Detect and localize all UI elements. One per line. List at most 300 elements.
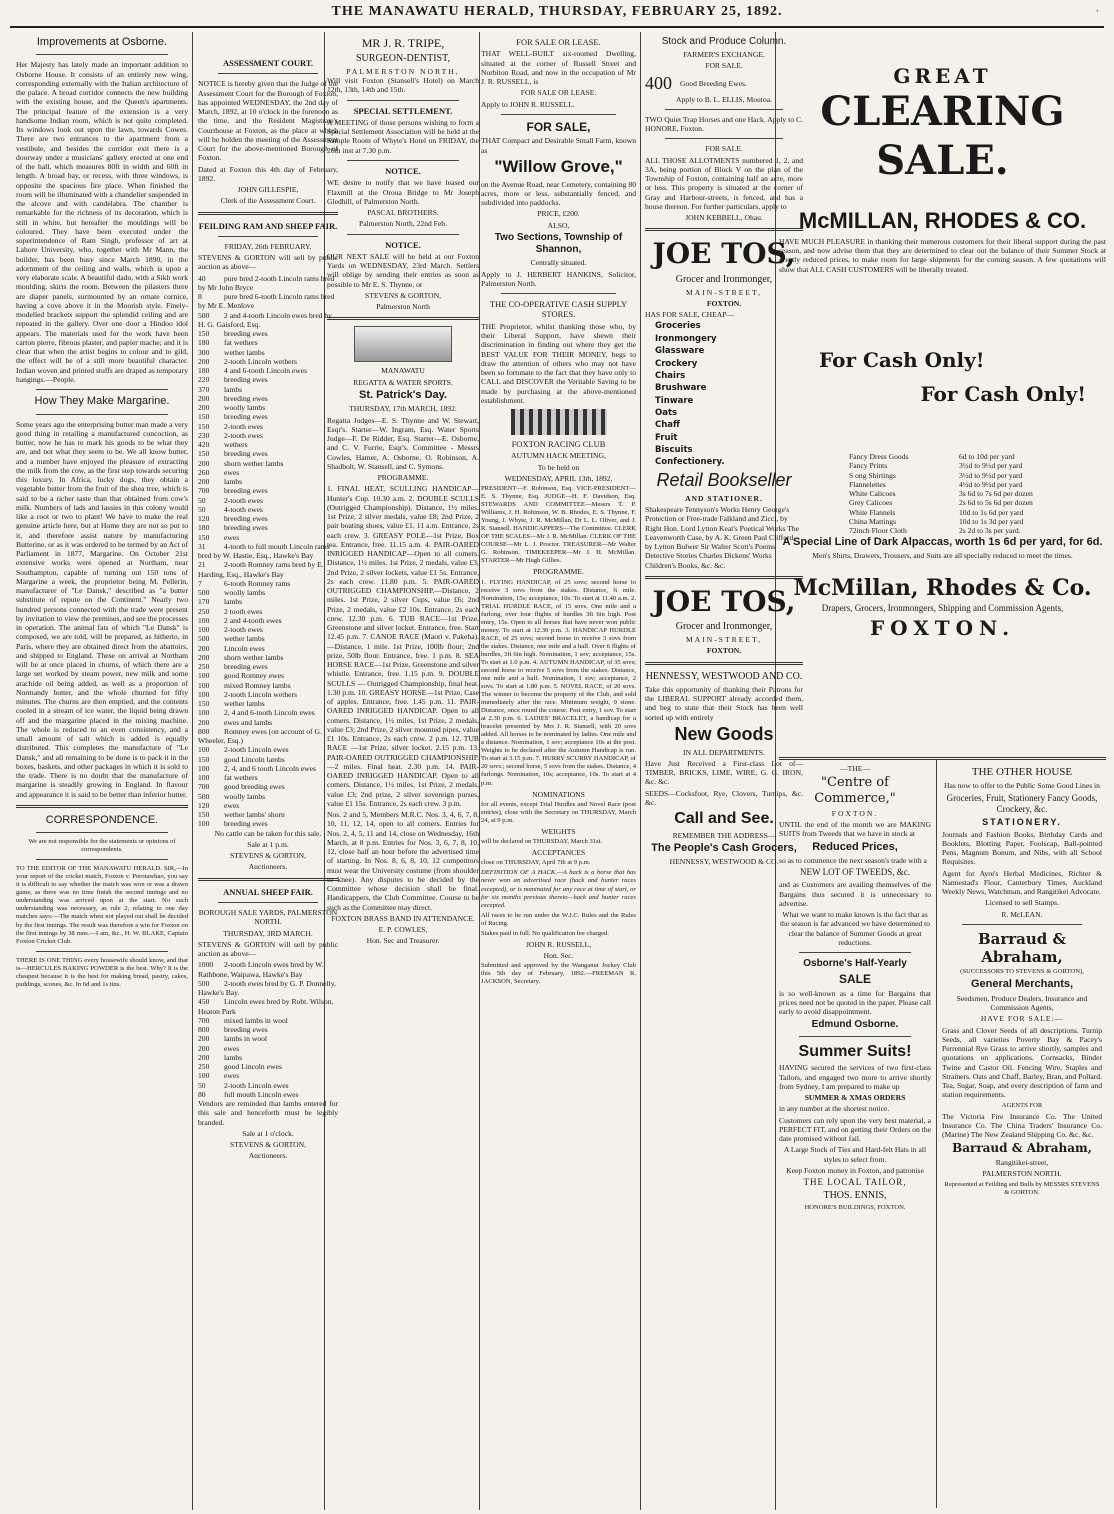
goods-item: Chairs (655, 370, 686, 381)
stock-row (198, 422, 338, 431)
joe-tos-town: FOXTON. (706, 298, 742, 308)
stock-desc: 2-tooth ewes (224, 495, 264, 505)
annual-fair-date: THURSDAY, 3RD MARCH. (223, 928, 313, 938)
goods-item: Fruit (655, 432, 678, 443)
hack-definition: DEFINITION OF A HACK.—A hack is a horse that has never won an advertised race (hack and hunter races excepted), or is nominated for any race at time of start, or for six months previous thereto—hack and hunter races excepted. (481, 869, 636, 909)
stock-desc: woolly lambs (224, 791, 266, 801)
stock-count: 200 (198, 458, 210, 468)
stock-produce-title: Stock and Produce Column. (661, 36, 787, 47)
stock-row (198, 801, 338, 810)
stock-count: 40 (198, 273, 206, 283)
stock-row (198, 542, 338, 561)
weights-title: WEIGHTS (541, 826, 576, 836)
price-value: 2s 2d to 3s per yard. (959, 526, 1021, 535)
stock-desc: 2-tooth Lincoln wethers (224, 356, 297, 366)
correspondence-note: We are not responsible for the statements or opinions of correspondents. (28, 838, 176, 854)
peoples-grocers: The People's Cash Grocers, (651, 842, 797, 854)
stock-desc: lambs in wool (224, 1034, 268, 1044)
regatta-signature-title: Hon. Sec and Treasurer. (366, 936, 440, 946)
assessment-notice: NOTICE is hereby given that the Judge of the Assessment Court for the Borough of Foxton, has appointed WEDNESDAY, the 2nd day of March, 1892, at 10 o'clock in the forenoon as the time, and the Resident Magistrate's Courthouse at Foxton, as the place at which will be holden the meeting of the Assessment Court for the above-mentioned Borough of Foxton. (198, 79, 338, 163)
stock-count: 7 (198, 578, 202, 588)
stock-row (198, 560, 338, 579)
goods-item: Confectionery. (655, 457, 725, 468)
acceptances-title: ACCEPTANCES (531, 848, 586, 858)
notice-sale: OUR NEXT SALE will be held at our Foxton Yards on WEDNESDAY, 23rd March. Settlers will oblige by sending their entries as soon as possible to Mr E. S. Thynne, or (327, 251, 479, 289)
price-value: 6d to 10d per yard (959, 452, 1015, 461)
price-value: 4½d to 9½d per yard (959, 479, 1023, 489)
summer-suits: Summer Suits! (798, 1042, 912, 1060)
barraud-title: Barraud & Abraham, (977, 929, 1067, 967)
stock-count: 800 (198, 726, 210, 736)
stock-count: 150 (198, 699, 210, 709)
goods-item: Tinware (655, 395, 694, 406)
joe-tos-trade-2: Grocer and Ironmonger, (675, 620, 773, 632)
stock-count: 500 (198, 588, 210, 598)
stock-desc: good Romney ewes (224, 671, 284, 681)
stock-desc: fat wethers (224, 338, 258, 348)
sale-lease-text: THAT WELL-BUILT six-roomed Dwelling, situated at the corner of Russell Street and Norbiton Road, and now in the occupation of Mr J. R. RUSSELL, is (481, 49, 636, 87)
stock-row (198, 459, 338, 468)
customers-availing: and as Customers are availing themselves of the Bargains thus secured it is unnecessary to advertise. (779, 880, 931, 908)
annual-fair-title: ANNUAL SHEEP FAIR. (223, 886, 313, 897)
race-date: WEDNESDAY, APRIL 13th, 1892. (504, 473, 613, 483)
stock-row (198, 718, 338, 727)
masthead: THE MANAWATU HERALD, THURSDAY, FEBRUARY 25, 1892. · (10, 4, 1104, 28)
remember-address: REMEMBER THE ADDRESS— (672, 830, 776, 840)
agent-for: Agent for Ayre's Herbal Medicines, Richter & Nannestad's Flour, Canterbury Times, Auckland Weekly News, Watchman, and Rangitikei Advocate. (942, 868, 1102, 897)
stock-desc: pure bred 6-tooth Lincoln rams bred by Mr E. Menlove (198, 292, 335, 311)
price: PRICE, £200. (537, 209, 580, 219)
price-value: 10d to 1s 3d per yard (959, 516, 1024, 526)
stock-desc: 2-tooth Lincoln ewes bred by W. Rathbone, Waipawa, Hawke's Bay (198, 960, 324, 979)
price-value: 3½d to 9½d per yard (959, 461, 1023, 471)
stock-desc: 2, 4 and 6-tooth Lincoln ewes (224, 708, 315, 718)
stock-desc: good breeding ewes (224, 782, 285, 792)
column-4 (481, 34, 636, 1508)
ennis-column (779, 764, 931, 1214)
stock-row (198, 662, 338, 671)
stock-desc: full mouth Lincoln ewes (224, 1089, 299, 1099)
stock-desc: breeding ewes (224, 375, 268, 385)
ram-fair-intro: STEVENS & GORTON will sell by public auction as above— (198, 253, 338, 272)
joe-tos-trade: Grocer and Ironmonger, (675, 273, 773, 285)
stock-count: 200 (198, 1043, 210, 1053)
stock-row (198, 274, 338, 293)
ram-fair-date: FRIDAY, 26th FEBRUARY. (224, 241, 312, 251)
osborne-text: is so well-known as a time for Bargains that prices need not be quoted in the paper. Please call early to avoid disappointment. (779, 988, 931, 1017)
stock-desc: lambs (224, 477, 243, 487)
stock-count: 120 (198, 514, 210, 524)
stock-row (198, 579, 338, 588)
making-suits: UNTIL the end of the month we are MAKING SUITS from Tweeds that we have in stock at (779, 820, 931, 839)
stock-row (198, 468, 338, 477)
price-row (849, 461, 1089, 470)
perfect-fit: Customers can rely upon the very best material, a PERFECT FIT, and on getting their Orders on the date promised without fail. (779, 1115, 931, 1144)
goods-item: Oats (655, 408, 678, 418)
race-signature-title: Hon. Sec. (543, 950, 574, 960)
clearing-sale-title: CLEARING SALE. (820, 88, 1065, 185)
all-departments: IN ALL DEPARTMENTS. (683, 747, 765, 757)
foxton-label: FOXTON. (831, 808, 879, 818)
ellis-apply: Apply to B. L. ELLIS, Moutoa. (676, 94, 772, 104)
new-goods: New Goods (674, 723, 774, 744)
annual-fair-intro: STEVENS & GORTON will sell by public auction as above— (198, 939, 338, 959)
stock-row (198, 653, 338, 662)
regatta-date: THURSDAY, 17th MARCH, 1892. (349, 404, 457, 414)
stock-count: 250 (198, 662, 210, 672)
stock-row (198, 1081, 338, 1090)
column-2 (198, 34, 338, 1508)
stock-count: 220 (198, 375, 210, 385)
what-we-want: What we want to make known is the fact that as the season is far advanced we have determined to clear the balance of Summer Goods at great reductions. (779, 910, 931, 947)
cash-only-2: For Cash Only! (920, 382, 1086, 407)
auctioneer-title-2: Auctioneers. (248, 1151, 288, 1161)
keep-money: Keep Foxton money in Foxton, and patronise (786, 1165, 924, 1175)
stock-row (198, 1053, 338, 1062)
next-season: so as to commence the next season's trade with a (779, 856, 927, 866)
stock-count: 370 (198, 384, 210, 394)
stock-desc: 2-tooth ewes (224, 421, 264, 431)
stock-count: 100 (198, 615, 210, 625)
stock-count: 230 (198, 430, 210, 440)
stock-row (198, 1025, 338, 1034)
hennessy-text: Take this opportunity of thanking their Patrons for the LIBERAL SUPPORT already accorded them, and beg to state that their Stock has been well sorted up with entirely (645, 684, 803, 722)
stock-row (198, 625, 338, 634)
regatta-signature: E. P. COWLES, (378, 925, 428, 935)
stock-count: 200 (198, 643, 210, 653)
goods-item: Brushware (655, 383, 707, 394)
regatta-notes: Nos. 2 and 5, Members M.R.C. Nos. 3, 4, 6, 7, 8, 10, 11, 12, 14, open to all comers. Entries for Nos. 2, 4, 5, 11 and 14, close on Wednesday, 16th March, at 8 p.m. Entries for Nos. 3, 6, 7, 8, 10, 12, close half an hour before the advertised time of starting. In Nos. 8, 6, 8, 10, 12 competitors must wear the University costume (from shoulder to knee). Any disputes to be decided by the Committee whose decision shall be final. Handicappers, the Club Committee. Course to be such as the Committee may direct. (327, 810, 479, 912)
stock-desc: fat wethers (224, 773, 258, 783)
notice-flaxmill: WE desire to notify that we have leased our Flaxmill at the Oroua Bridge to Mr Joseph Gledhill, of Palmerston North. (327, 178, 479, 206)
tailors-text: HAVING secured the services of two first-class Tailors, and engaged two more to arrive shortly from Sydney, I am prepared to make up (779, 1063, 931, 1091)
stock-desc: good Lincoln ewes (224, 1062, 282, 1072)
stock-desc: wether lambs (224, 699, 265, 709)
stock-row (198, 477, 338, 486)
stock-count: 500 (198, 310, 210, 320)
stock-count: 260 (198, 467, 210, 477)
race-officials: PRESIDENT—F. Robinson, Esq. VICE-PRESIDENT—E. S. Thynne, Esq. JUDGE—H. F. Davidson, Esq. STEWARDS AND COMMITTEE—Messrs T. P. Williams, J. H. Robinson, W. B. Rhodes, E. S. Thynne, F. Young, J. Whyte, J. R. McMillan, Dr L. L. Oliver, and J. R. Stansell. HANDICAPPERS—The Committee. CLERK OF THE SCALES—Mr J. R. McMillan. CLERK OF THE COURSE—Mr L. J. Proctor. TREASURER—Mr Walter G. Robinson. TIMEKEEPER—Mr J. H. McMillan. STARTER—Mr Hugh Gillies. (481, 485, 636, 565)
stock-count: 200 (198, 717, 210, 727)
palmerston-north: PALMERSTON NORTH. (982, 1169, 1062, 1179)
stock-row (198, 634, 338, 643)
stock-row (198, 1062, 338, 1071)
hennessy-title: HENNESSY, WESTWOOD AND CO. (645, 670, 803, 682)
barraud-title-2: Barraud & Abraham, (952, 1141, 1092, 1156)
price-item: 72inch Floor Cloth (849, 526, 907, 535)
stock-row (198, 1090, 338, 1099)
price-value: 3½d to 9½d per yard (959, 470, 1023, 480)
stock-count: 1000 (198, 960, 214, 970)
stock-row (198, 597, 338, 606)
no-cattle: No cattle can be taken for this sale. (214, 828, 322, 838)
stock-count: 100 (198, 1071, 210, 1081)
column-3 (327, 34, 479, 1508)
stock-count: 450 (198, 997, 210, 1007)
trap-horses: TWO Quiet Trap Horses and one Hack. Apply to C. HONORE, Foxton. (645, 114, 803, 134)
stock-desc: breeding ewes (224, 1025, 268, 1035)
osborne-sale: Osborne's Half-Yearly (803, 958, 907, 970)
price-value: 2s 6d to 5s 6d per dozen (959, 498, 1033, 508)
notice-sale-title: NOTICE. (385, 239, 421, 250)
stock-desc: 2 and 4-tooth ewes (224, 615, 282, 625)
stock-row (198, 764, 338, 773)
joe-tos-street-2: MAIN-STREET, (686, 635, 762, 645)
for-sale-title: FOR SALE, (526, 119, 591, 134)
stock-row (198, 514, 338, 523)
stock-row (198, 588, 338, 597)
mcmillan-title-2: McMillan, Rhodes & Co. (793, 574, 1092, 601)
agents-for: AGENTS FOR (1001, 1101, 1043, 1109)
joe-tos-street: MAIN-STREET, (686, 287, 762, 297)
assessment-signature-title: Clerk of the Assessment Court. (220, 196, 316, 206)
stock-desc: ewes (224, 1071, 240, 1081)
dentist-place: PALMERSTON NORTH, (346, 66, 460, 76)
willow-grove: "Willow Grove," (494, 156, 623, 176)
sale-lease-repeat: FOR SALE OR LEASE. (520, 88, 597, 98)
article-margarine: Some years ago the enterprising butter man made a very good thing in retailing a manufactured concoction, as butter, now he has to mark his goods to be what they are, and not what they seem to be. We all know butter, and a number have enjoyed the pleasure of extracting the milk from the cow, as the first step towards securing this luxury. In Africa, lucky dogs, they obtain a vegetable butter from the fruit of the shea tree, which is said to be a richer taste than that obtained from cow's milk. Numbers of lads and lassies in this colony would like a root or two to plant! We have to make the real genuine article here, but at Home they are not so put to it, and therefore assist nature by manufacturing Butterine, or as it was ordered to be termed by an Act of Parliament in 1877, Margarine. On October 21st extensive works were opened at Northam, near Southampton, capable of turning out 150 tons of Margarine a week, the proprietor being M. Pellerin, manufacturer of "Le Dansk," described as "a butter substitute of repute on the Continent." Nearly two hundred persons connected with the trade were present by invitation to view the premises, and see the processes in operation. The animal fats of which "Le Dansk" is composed, we are told, will be prepared, as hitherto, in Paris, where they are obtained direct from the abattoirs, and shipped to England. These on arrival at Northam will be at once placed in churns, of which there are a large set worked by steam power, new milk and some arachide oil being added, as well as a proportion of Normandy butter, and the whole churned for fifty minutes. The churns are then emptied, and the contents cooled in a stream of ice water, the liquid being drawn off and the margarine placed in the mixing machine. The whole is reduced to an even consistency, and a small amount of salt which is added is equally distributed. This completes the manufacture of "Le Dansk," and all remaining to be done is to pack it in the boxes, baskets, and other packages in which it is sold to the trade. There is no doubt that the manufacture of margarine is steadily growing in England. In flavour and appearance it is said to be better than inferior butter. (16, 419, 188, 799)
stock-desc: woolly lambs (224, 588, 266, 598)
other-house-title: THE OTHER HOUSE (971, 766, 1073, 778)
stock-desc: lambs (224, 384, 243, 394)
ewes-text: Good Breeding Ewes. (680, 79, 747, 89)
stock-row (198, 607, 338, 616)
regatta-title: REGATTA & WATER SPORTS. (353, 377, 453, 387)
stock-count: 150 (198, 810, 210, 820)
stock-count: 250 (198, 1062, 210, 1072)
article-title-margarine: How They Make Margarine. (34, 395, 170, 408)
nominations-title: NOMINATIONS (532, 789, 585, 799)
regatta-programme: PROGRAMME. (377, 473, 429, 483)
goods-item: Groceries (655, 321, 701, 332)
also: ALSO, (547, 220, 570, 230)
stock-desc: lambs (224, 597, 243, 607)
stock-count: 700 (198, 486, 210, 496)
for-sale-label-2: FOR SALE. (705, 144, 743, 154)
price-value: 10d to 1s 6d per yard (959, 507, 1024, 517)
stock-count: 100 (198, 773, 210, 783)
stock-count: 100 (198, 671, 210, 681)
column-6 (779, 34, 1106, 1508)
stock-desc: mixed Romney lambs (224, 680, 291, 690)
price-item: Fancy Prints (849, 461, 888, 471)
willow-grove-text: on the Avenue Road, near Cemetery, containing 80 acres, more or less, substantially fenced, and subdivided into paddocks. (481, 179, 636, 208)
stock-desc: 6-tooth Romney rams (224, 578, 291, 588)
auctioneer-title: Auctioneers. (248, 862, 288, 872)
stock-row (198, 1034, 338, 1043)
stock-row (198, 412, 338, 421)
stock-count: 200 (198, 403, 210, 413)
stock-desc: wether lambs (224, 634, 265, 644)
race-stakes: Stakes paid in full. No qualification fee charged. (481, 929, 609, 937)
stock-row (198, 311, 338, 330)
price-item: Grey Calicoes (849, 498, 893, 508)
stock-row (198, 533, 338, 542)
stock-count: 200 (198, 356, 210, 366)
general-merchants: General Merchants, (970, 978, 1074, 991)
stock-desc: 2-tooth Lincoln wethers (224, 689, 297, 699)
annual-fair-place: BOROUGH SALE YARDS, PALMERSTON NORTH. (198, 908, 338, 927)
mcmillan-ad (779, 206, 1106, 276)
stock-row (198, 690, 338, 699)
sale-time-2: Sale at 1 o'clock. (242, 1128, 294, 1138)
stock-desc: breeding ewes (224, 662, 268, 672)
stock-row (198, 486, 338, 495)
correspondence-title: CORRESPONDENCE. (45, 813, 159, 826)
column-1 (16, 34, 188, 1508)
stock-desc: breeding ewes (224, 523, 268, 533)
stock-row (198, 431, 338, 440)
stock-row (198, 960, 338, 979)
regatta-officials: Regatta Judges—E. S. Thynne and W. Stewart, Esqr's. Starter—W. Ingram, Esq. Water Sports Judge—F. De Ridder, Esq. Starter—E. Osborne, and C. V. Furrie, Esqr's. Committee - Messrs Cowles, Hamer, A. Osborne, O. Robinson, A. Shadbolt, W. Stansell, and C. Symons. (327, 415, 479, 471)
stock-count: 8 (198, 292, 202, 302)
centre-of-commerce: "Centre of Commerce," (814, 775, 896, 807)
stock-row (198, 357, 338, 366)
stock-row (198, 727, 338, 746)
stock-count: 200 (198, 652, 210, 662)
stock-row (198, 403, 338, 412)
stock-row (198, 292, 338, 311)
stock-count: 500 (198, 634, 210, 644)
joe-tos-title-2: JOE TOS, (652, 584, 796, 618)
dentist-name: MR J. R. TRIPE, (361, 36, 445, 50)
and-stationer: AND STATIONER. (685, 493, 763, 503)
insurance-list: The Victoria Fire Insurance Co. The United Insurance Co. The China Traders' Insurance Co. (Marine) The New Zealand Shipping Co. &c. &c. (942, 1111, 1102, 1140)
stock-count: 200 (198, 393, 210, 403)
stock-desc: 2-tooth ewes (224, 430, 264, 440)
stock-desc: 2-tooth Lincoln ewes (224, 1080, 289, 1090)
honore-buildings: HONORE'S BUILDINGS, FOXTON. (804, 1204, 906, 1212)
race-events: 1. FLYING HANDICAP, of 25 sovs; second horse to receive 3 sovs from the stakes. Distance, ¾ mile. Nomination, 15s; acceptance, 10s. To start at 11.40 a.m. 2. TRIAL HURDLE RACE, of 15 sovs. One mile and a furlong, over four flights of hurdles 3ft 6in high. Post entry, 15s. Open to all horses that have never won public money. To start at 12.30 p.m. 3. HANDICAP HURDLE RACE, of 25 sovs; second horse to receive 3 sovs from the stakes. Distance, one mile and a half. Over 6 flights of hurdles, 3ft 6in high. Nomination, 1 sov; acceptance, 15s. To start at 1.0 p.m. 4. AUTUMN HANDICAP, of 35 sovs; second horse to receive 5 sovs from the stakes. Distance, one mile and a half. Nomination, 1 sov; acceptance, 2 sovs. To start at 1.80 p.m. 5. NOVEL RACE, of 20 sovs. The winner to become the property of the Club, and sold immediately after the race. Minimum weight, 9 stone. Distance, once round the course. Post entry, 1 sov. To start at 2.30 p.m. 6. LADIES' BRACELET, a handicap for a bracelet presented by Mrs J. R. Stansell, with 20 sovs added. All horses to be nominated by ladies. One mile and a distance. Nomination, 1 sov; acceptance 10s at the post. Weights to be declared after the Autumn Handicap is run. To start at 3.15 p.m. 7. HURRY SCURRY HANDICAP, of 20 sovs.; second horse, 5 sovs from the stakes. Distance, 4 furlongs. Nomination, 10s; acceptance, 10s. To start at 4 p.m. (481, 578, 636, 787)
assessment-dated: Dated at Foxton this 4th day of February, 1892. (198, 164, 338, 183)
stock-row (198, 394, 338, 403)
stock-desc: 2-tooth Lincoln ewes (224, 745, 289, 755)
stock-desc: Lincoln ewes (224, 643, 265, 653)
race-footnote: Submitted and approved by the Wanganui Jockey Club this 5th day of February, 1892.—FREEMAN R. JACKSON, Secretary. (481, 962, 636, 986)
clearing-sale-ad (779, 64, 1106, 204)
stock-row (198, 523, 338, 532)
stock-desc: breeding ewes (224, 329, 268, 339)
stock-desc: mixed lambs in wool (224, 1015, 288, 1025)
regatta-day: St. Patrick's Day. (358, 388, 447, 401)
stock-count: 100 (198, 625, 210, 635)
stock-row (198, 505, 338, 514)
stock-count: 150 (198, 754, 210, 764)
price-list (849, 452, 1089, 535)
stock-row (198, 440, 338, 449)
stock-desc: shorn wether lambs (224, 458, 284, 468)
sale-time: Sale at 1 p.m. (247, 839, 289, 849)
stock-desc: ewes (224, 1043, 240, 1053)
stock-desc: ewes and lambs (224, 717, 273, 727)
price-item: White Flannels (849, 507, 896, 517)
mclean-column (942, 764, 1102, 1199)
stevens-signature: STEVENS & GORTON, (365, 290, 441, 300)
dentist-title: SURGEON-DENTIST, (356, 52, 450, 64)
stock-count: 31 (198, 541, 206, 551)
stock-desc: 2 and 4-tooth Lincoln ewes bred by H. G. Gaisford, Esq. (198, 310, 332, 329)
for-sale-text: THAT Compact and Desirable Small Farm, known as (481, 136, 636, 155)
stock-count: 180 (198, 366, 210, 376)
racing-horses-illustration (511, 409, 607, 435)
stock-row (198, 671, 338, 680)
dentist-visit: Will visit Foxton (Stansell's Hotel) on March 12th, 13th, 14th and 15th. (327, 76, 479, 95)
farmers-exchange: FARMER'S EXCHANGE. (683, 50, 765, 60)
article-osborne: Her Majesty has lately made an important addition to Osborne House. It consists of an entirely new wing, corresponding externally with the Italian architecture of the palace. A broad corridor connects the new building with the existing house, and the Queen's apartments. The principal feature of the extension is a very handsome Indian room, which is not quite completed. Its windows look out upon the lawn, towards Cowes. There are two entrances to the apartment from a vestibule, and besides the corridor exit there is a doorway under a musicians' gallery erected at one end of the hall, which measures 80ft in width and 60ft in length. A broad bay, or recess, with three windows, is opposite the spacious fire place. When finished the room will be illuminated with a chandelier suspended in the alcove and with candelabra. The chamber is remarkable for the richness of its decoration, which is still in white, but hereafter the mouldings will be coloured. They have been executed under the superintendence of Ram Singh, professor of art at Lahore University, who, together with Mr Mann, the builder, has been busy since March 1890, in the adornment of the ceiling and walls, which is upon a very elaborate scale. A beautiful dado, with a Sikh work moulding, skirts the room. Between the pilasters there are diaper panels, surmounted by an ornate cornice, having a cove above it in the Moorish style. Finely-modelled brackets support the splendid ceiling and are repeated in the gallery. Over one door a Hindoo idol appears. The materials used for the work have been carton pierre, fibrous plaster, and papier mache; and it is clear that when the artist begins to colour and to gild, the effect will be of a still more beautiful character. Indian woven and printed stuffs are draped as temporary hangings.—People. (16, 60, 188, 384)
stock-row (198, 708, 338, 717)
successors: (SUCCESSORS TO STEVENS & GORTON), (960, 968, 1084, 976)
stock-count: 180 (198, 523, 210, 533)
ewes-count: 400 (645, 72, 672, 93)
stock-desc: wethers (224, 440, 248, 450)
stock-row (198, 449, 338, 458)
pascal-signature: PASCAL BROTHERS. (367, 208, 439, 218)
stock-row (198, 819, 338, 828)
stock-desc: ewes (224, 467, 240, 477)
mcmillan-title: McMILLAN, RHODES & CO. (798, 208, 1087, 233)
stock-row (198, 1016, 338, 1025)
settlement-text: A MEETING of those persons wishing to form a Special Settlement Association will be held at the Sample Room of Whyte's Hotel on FRIDAY, the 26th inst at 7.30 p.m. (327, 117, 479, 155)
have-for-sale: HAVE FOR SALE:— (980, 1014, 1064, 1024)
stock-count: 150 (198, 449, 210, 459)
price-item: Fancy Dress Goods (849, 452, 909, 461)
barraud-goods: Grass and Clover Seeds of all descriptions. Turnip Seeds, all varieties Poverty Bay & Pacey's Perrennial Rye Grass to arrive shortly, samples and quotations on applications. Cornsacks, Binder Twine and Castor Oil. Fencing Wire, Staples and Strainers. Oats and Chaff, Barley, Bran, and Pollard. Tea, Sugar, Soap, and every description of farm and station requirements. (942, 1025, 1102, 1100)
price-row (849, 508, 1089, 517)
stock-row (198, 329, 338, 338)
stock-count: 800 (198, 1025, 210, 1035)
hankins-apply: Apply to J. HERBERT HANKINS, Solicitor, Palmerston North. (481, 269, 636, 288)
regatta-manawatu: MANAWATU (381, 366, 425, 376)
seeds: SEEDS—Cocksfoot, Rye, Clovers, Turnips, &c. &c. (645, 788, 803, 807)
edmund-osborne: Edmund Osborne. (811, 1018, 899, 1030)
stock-count: 100 (198, 708, 210, 718)
shortest-notice: in any number at the shortest notice. (779, 1104, 890, 1114)
stock-desc: breeding ewes (224, 412, 268, 422)
call-and-see: Call and See. (674, 810, 774, 828)
ad-baking-powder: THERE IS ONE THING every housewife should know, and that is—HERCULES BAKING POWDER is the best. Why? It is the cheapest because it is the best for making bread, pastry, cakes, puddings, scones, &c. In 6d and 1s tins. (16, 956, 188, 988)
stock-desc: 4-tooth to full mouth Lincoln rams bred by W. Hastie, Esq., Hawke's Bay (198, 541, 330, 561)
pascal-place: Palmerston North, 22nd Feb. (359, 219, 447, 229)
sale-lease-apply: Apply to JOHN R. RUSSELL. (481, 99, 575, 109)
ram-fair-title: FEILDING RAM AND SHEEP FAIR. (198, 220, 338, 231)
price-item: S ong Shirtings (849, 470, 896, 480)
stock-count: 50 (198, 504, 206, 514)
stock-count: 50 (198, 495, 206, 505)
race-rules: All races to be run under the W.J.C. Rules and the Rules of Racing. (481, 911, 636, 927)
rangitikei-street: Rangitikei-street, (995, 1158, 1049, 1167)
joe-tos-title: JOE TOS, (652, 237, 796, 271)
price-row (849, 452, 1089, 461)
represented-by: Represented at Feilding and Bulls by MESSRS STEVENS & GORTON. (944, 1180, 1100, 1196)
goods-item: Biscuits (655, 445, 693, 456)
stock-row (198, 681, 338, 690)
hennessy-footer: HENNESSY, WESTWOOD & CO. (669, 857, 779, 867)
ties-hats: A Large Stock of Ties and Hard-felt Hats in all styles to select from. (783, 1145, 927, 1164)
hack-meeting: AUTUMN HACK MEETING, (511, 451, 606, 461)
stock-count: 150 (198, 412, 210, 422)
price-item: China Mattings (849, 516, 897, 526)
acceptances-text: close on THURSDAY, April 7th at 9 p.m. (481, 859, 591, 867)
stock-count: 500 (198, 791, 210, 801)
mclean-signature: R. McLEAN. (1001, 909, 1043, 919)
price-row (849, 498, 1089, 507)
stock-row (198, 338, 338, 347)
stock-row (198, 782, 338, 791)
great-label: GREAT (893, 64, 992, 88)
cash-only-block (779, 346, 1106, 409)
settlement-title: SPECIAL SETTLEMENT. (353, 105, 453, 116)
kebbell-signature: JOHN KEBBELL, Ohau. (685, 213, 763, 223)
